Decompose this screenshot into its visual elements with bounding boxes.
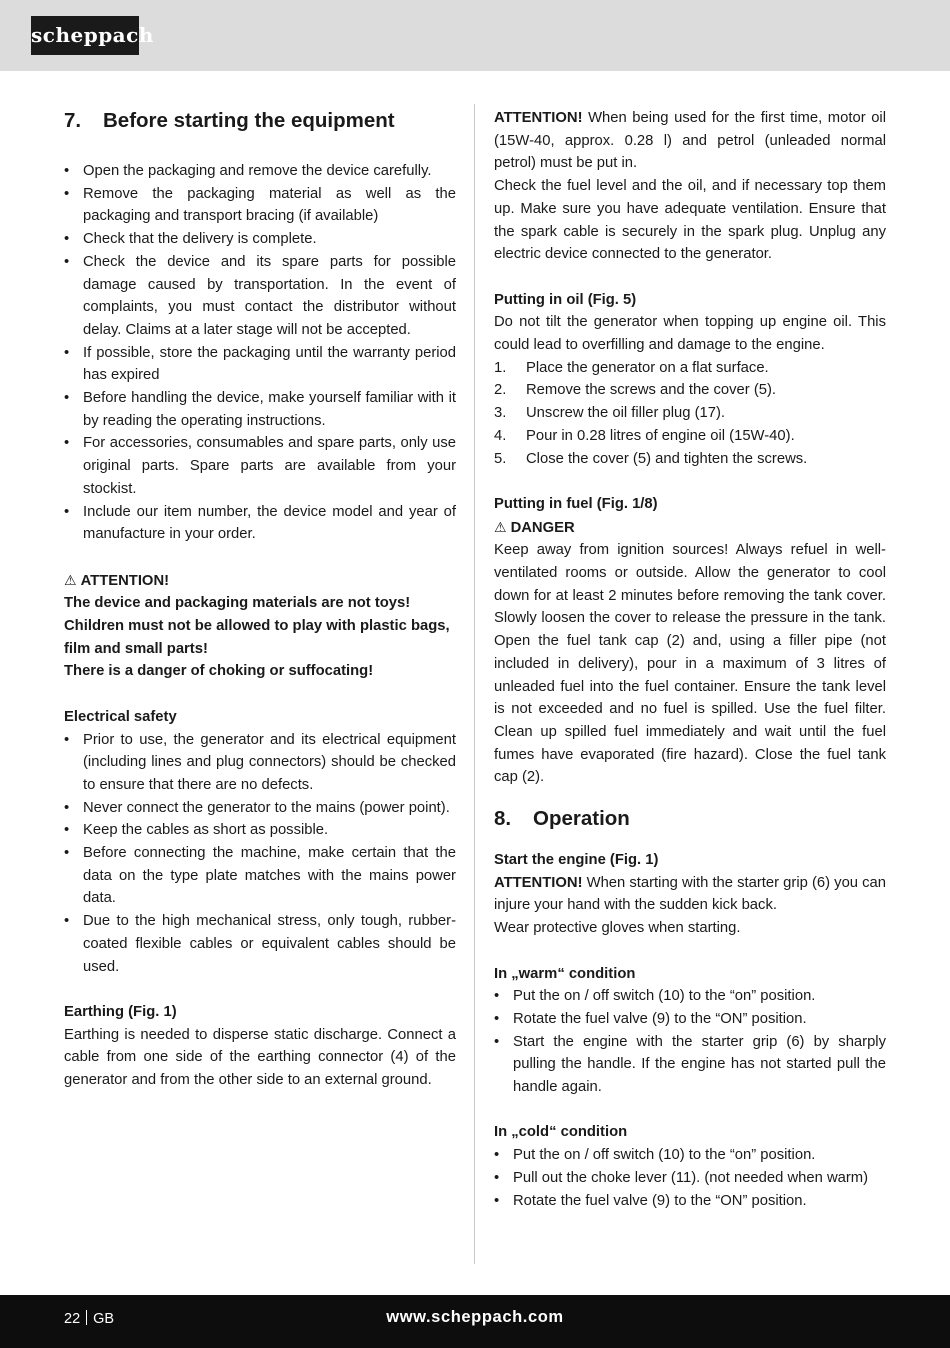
attention-text: The device and packaging materials are not toys! Children must not be allowed to play with plastic bags, film and small parts! [64,595,450,657]
list-item: • Pull out the choke lever (11). (not needed when warm) [494,1167,886,1190]
gloves-text: Wear protective gloves when starting. [494,920,741,937]
section-number: 7. [64,109,82,132]
electrical-safety-heading: Electrical safety [64,708,177,725]
electrical-list [64,729,456,979]
first-use-attention: ATTENTION! When being used for the first time, motor oil (15W-40, approx. 0.28 l) and petrol (unleaded normal petrol) must be put in. [494,110,886,172]
section-title: Before starting the equipment [103,109,395,132]
cold-condition-heading: In „cold“ condition [494,1124,628,1141]
cold-list [494,1144,886,1212]
page-header [0,0,950,71]
list-item: • Rotate the fuel valve (9) to the “ON” position. [494,1190,886,1213]
step-item: 1. Place the generator on a flat surface. [494,359,769,376]
warning-triangle-icon: ⚠ [64,571,77,588]
column-divider [474,104,475,1264]
step-item: 4. Pour in 0.28 litres of engine oil (15W-40). [494,427,795,444]
list-item: • Never connect the generator to the mains (power point). [64,797,456,820]
section-title: Operation [533,807,630,831]
list-item: • Rotate the fuel valve (9) to the “ON” position. [494,1008,886,1031]
oil-heading: Putting in oil (Fig. 5) [494,291,637,308]
earthing-text: Earthing is needed to disperse static discharge. Connect a cable from one side of the earthing connector (4) of the generator and from the other side to an external ground. [64,1026,456,1089]
website-link[interactable]: www.scheppach.com [386,1308,564,1326]
intro-list [64,160,456,546]
warm-condition-heading: In „warm“ condition [494,965,636,982]
list-item: • Open the packaging and remove the device carefully. [64,160,456,183]
start-attention: ATTENTION! When starting with the starter grip (6) you can injure your hand with the sudden kick back. [494,874,886,914]
danger-label: ⚠ DANGER [494,518,575,536]
page-number: 22 GB [64,1311,115,1327]
list-item: • Prior to use, the generator and its electrical equipment (including lines and plug connectors) should be checked to ensure that there are no defects. [64,729,456,797]
list-item: • Keep the cables as short as possible. [64,819,456,842]
start-engine-heading: Start the engine (Fig. 1) [494,852,659,869]
section-number: 8. [494,807,512,831]
section-7-heading [64,107,456,135]
section-8-heading [494,805,886,833]
warning-triangle-icon: ⚠ [494,518,507,535]
fuel-heading: Putting in fuel (Fig. 1/8) [494,495,658,512]
list-item: • Start the engine with the starter grip (6) by sharply pulling the handle. If the engine has not started pull the handle again. [494,1031,886,1099]
step-item: 3. Unscrew the oil filler plug (17). [494,405,726,422]
step-item: 5. Close the cover (5) and tighten the screws. [494,450,808,467]
attention-text: There is a danger of choking or suffocating! [64,663,374,680]
list-item: • Check that the delivery is complete. [64,228,456,251]
oil-steps [494,357,886,471]
earthing-heading: Earthing (Fig. 1) [64,1003,177,1020]
list-item: • Check the device and its spare parts for possible damage caused by transportation. In the event of complaints, you must contact the distributor without delay. Claims at a later stage will not be accepted. [64,251,456,342]
brand-logo: scheppach [31,16,139,55]
warm-list [494,985,886,1099]
list-item: • If possible, store the packaging until the warranty period has expired [64,342,456,387]
left-column [64,107,456,1092]
attention-heading: ⚠ ATTENTION! [64,571,170,589]
right-column [494,107,886,1212]
list-item: • Remove the packaging material as well as the packaging and transport bracing (if available) [64,183,456,228]
fuel-text: Keep away from ignition sources! Always refuel in well-ventilated rooms or outside. Allow the generator to cool down for at least 2 minutes before removing the tank cover. Slowly loosen the cover to release the pressure in the tank. Open the fuel tank cap (2) and, using a filler pipe (not included in delivery), pour in a maximum of 3 litres of unleaded fuel into the fuel container. Ensure the tank level is not exceeded and no fuel is spilled. Use the fuel filter. Clean up spilled fuel immediately and wait until the fuel fumes have evaporated (fire hazard). Close the fuel tank cap (2). [494,542,886,786]
oil-text: Do not tilt the generator when topping up engine oil. This could lead to overfilling and damage to the engine. [494,314,886,354]
page-footer [0,1295,950,1348]
list-item: • Put the on / off switch (10) to the “on” position. [494,985,886,1008]
list-item: • Before connecting the machine, make certain that the data on the type plate matches with the mains power data. [64,842,456,910]
list-item: • Before handling the device, make yourself familiar with it by reading the operating instructions. [64,387,456,432]
list-item: • Include our item number, the device model and year of manufacture in your order. [64,501,456,546]
list-item: • Due to the high mechanical stress, only tough, rubber-coated flexible cables or equivalent cables should be used. [64,910,456,978]
step-item: 2. Remove the screws and the cover (5). [494,382,777,399]
list-item: • Put the on / off switch (10) to the “on” position. [494,1144,886,1167]
check-text: Check the fuel level and the oil, and if necessary top them up. Make sure you have adequate ventilation. Ensure that the spark cable is securely in the spark plug. Unplug any electric device connected to the generator. [494,178,886,263]
list-item: • For accessories, consumables and spare parts, only use original parts. Spare parts are available from your stockist. [64,432,456,500]
